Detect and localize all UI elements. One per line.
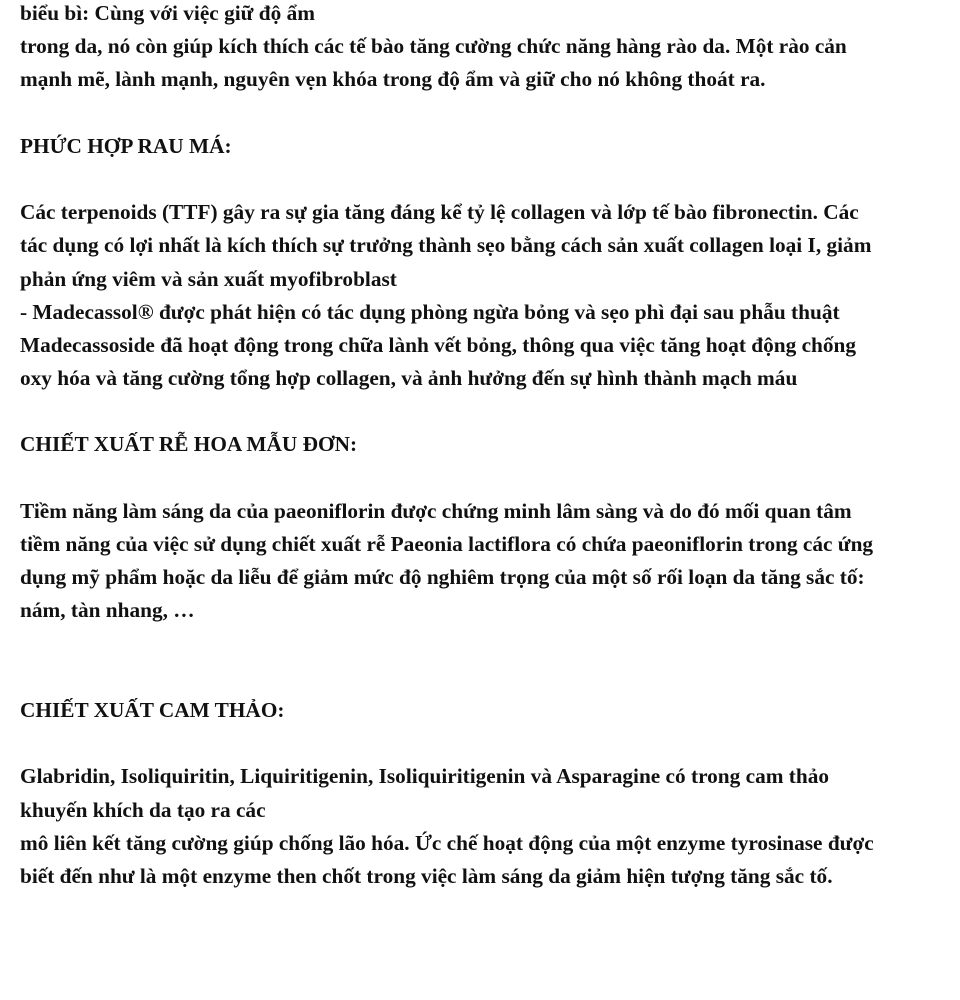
text-line: Các terpenoids (TTF) gây ra sự gia tăng đáng kể tỷ lệ collagen và lớp tế bào fibronectin. Các	[20, 200, 859, 225]
text-line: phản ứng viêm và sản xuất myofibroblast	[20, 266, 397, 291]
blank-line	[20, 462, 955, 495]
section-heading-licorice: CHIẾT XUẤT CAM THẢO:	[20, 697, 285, 722]
text-line: - Madecassol® được phát hiện có tác dụng phòng ngừa bỏng và sẹo phì đại sau phẫu thuật	[20, 299, 840, 324]
document-body	[20, 0, 955, 893]
text-line: tác dụng có lợi nhất là kích thích sự trưởng thành sẹo bằng cách sản xuất collagen loại I, giảm	[20, 233, 872, 258]
text-line: biểu bì: Cùng với việc giữ độ ẩm	[20, 1, 315, 25]
section-heading-centella: PHỨC HỢP RAU MÁ:	[20, 133, 232, 158]
text-line: oxy hóa và tăng cường tổng hợp collagen, và ảnh hưởng đến sự hình thành mạch máu	[20, 366, 798, 391]
blank-line	[20, 727, 955, 760]
section-paragraph-licorice	[20, 760, 955, 893]
text-line: mô liên kết tăng cường giúp chống lão hóa. Ức chế hoạt động của một enzyme tyrosinase được	[20, 830, 874, 855]
text-line: tiềm năng của việc sử dụng chiết xuất rễ Paeonia lactiflora có chứa paeoniflorin trong các ứng	[20, 532, 874, 556]
text-line: nám, tàn nhang, …	[20, 598, 195, 623]
section-heading-peony: CHIẾT XUẤT RỄ HOA MẪU ĐƠN:	[20, 432, 358, 457]
blank-line	[20, 395, 955, 428]
text-line: biết đến như là một enzyme then chốt trong việc làm sáng da giảm hiện tượng tăng sắc tố.	[20, 863, 833, 888]
text-line: Glabridin, Isoliquiritin, Liquiritigenin, Isoliquiritigenin và Asparagine có trong cam thảo	[20, 764, 830, 789]
blank-line	[20, 97, 955, 130]
text-line: trong da, nó còn giúp kích thích các tế bào tăng cường chức năng hàng rào da. Một rào cản	[20, 34, 847, 59]
text-line: khuyến khích da tạo ra các	[20, 797, 266, 822]
text-line: dụng mỹ phẩm hoặc da liễu để giảm mức độ nghiêm trọng của một số rối loạn da tăng sắc tố:	[20, 565, 865, 590]
blank-lines	[20, 628, 955, 694]
section-paragraph-centella	[20, 196, 955, 395]
section-paragraph-peony	[20, 495, 955, 628]
text-line: mạnh mẽ, lành mạnh, nguyên vẹn khóa trong độ ẩm và giữ cho nó không thoát ra.	[20, 67, 766, 92]
intro-paragraph	[20, 0, 955, 97]
text-line: Tiềm năng làm sáng da của paeoniflorin được chứng minh lâm sàng và do đó mối quan tâm	[20, 498, 852, 523]
blank-line	[20, 163, 955, 196]
text-line: Madecassoside đã hoạt động trong chữa lành vết bỏng, thông qua việc tăng hoạt động chống	[20, 332, 857, 357]
